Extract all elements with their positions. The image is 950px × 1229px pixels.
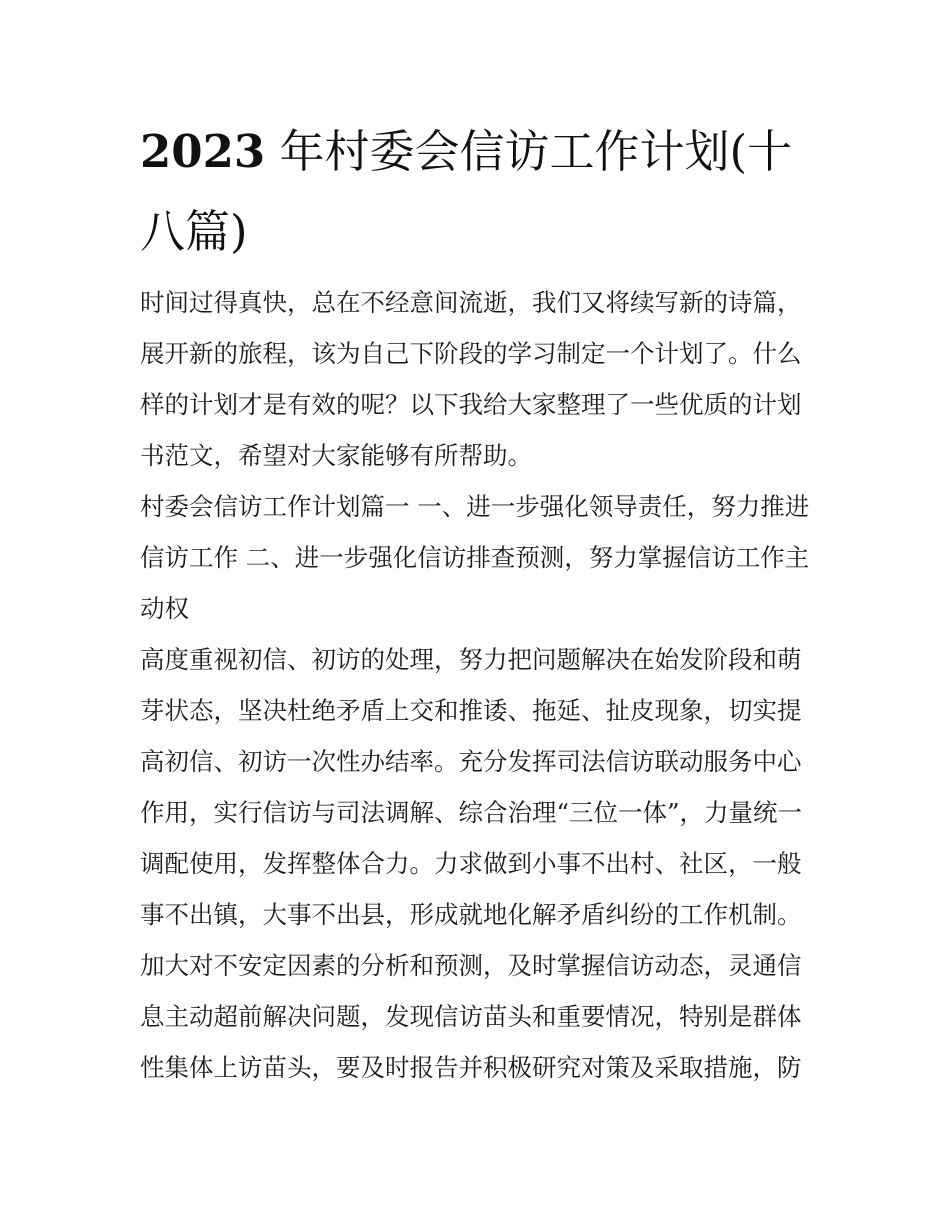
title-year: 2023 <box>140 125 266 178</box>
paragraph-intro: 时间过得真快，总在不经意间流逝，我们又将续写新的诗篇，展开新的旅程，该为自己下阶段的学习制定一个计划了。什么样的计划才是有效的呢？以下我给大家整理了一些优质的计划书范文，希望对大家能够有所帮助。 <box>140 288 802 470</box>
document-title <box>140 112 820 272</box>
paragraph-section-heading: 村委会信访工作计划篇一 一、进一步强化领导责任，努力推进信访工作 二、进一步强化信访排查预测，努力掌握信访工作主动权 <box>140 492 810 623</box>
paragraph-body: 高度重视初信、初访的处理，努力把问题解决在始发阶段和萌芽状态，坚决杜绝矛盾上交和推诿、拖延、扯皮现象，切实提高初信、初访一次性办结率。充分发挥司法信访联动服务中心作用，实行信访与司法调解、综合治理“三位一体”，力量统一调配使用，发挥整体合力。力求做到小事不出村、社区，一般事不出镇，大事不出县，形成就地化解矛盾纠纷的工作机制。加大对不安定因素的分析和预测，及时掌握信访动态，灵通信息主动超前解决问题，发现信访苗头和重要情况，特别是群体性集体上访苗头，要及时报告并积极研究对策及采取措施，防 <box>140 645 803 1082</box>
title-text: 年村委会信访工作计划(十八篇) <box>140 125 793 258</box>
document-body <box>140 277 820 1093</box>
